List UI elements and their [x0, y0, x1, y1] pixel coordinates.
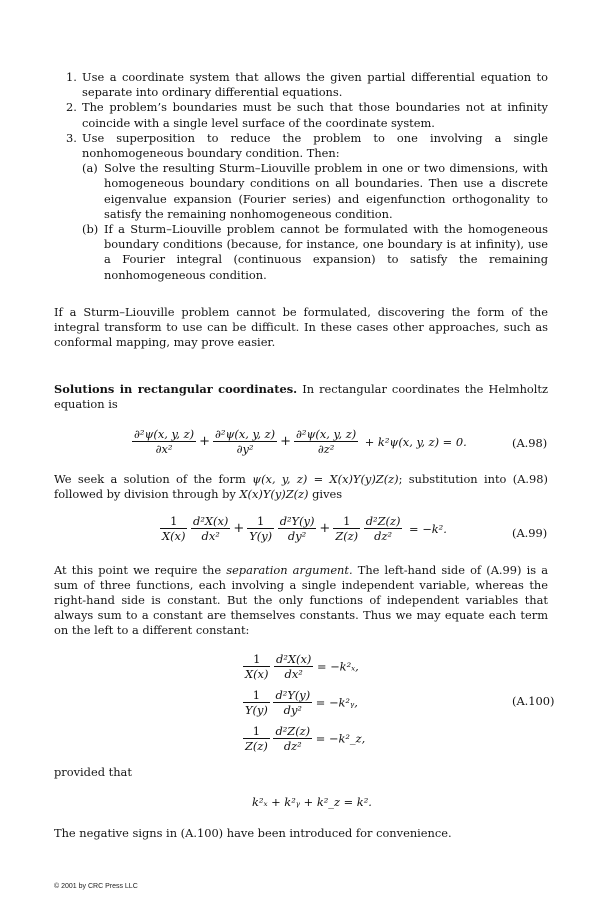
eq-term: d²Y(y): [275, 688, 311, 702]
eq-term: 1: [243, 724, 270, 739]
paragraph: [54, 563, 548, 638]
eq-row: [243, 724, 365, 760]
list-item: [66, 70, 548, 100]
eq-term: d²Z(z): [365, 514, 401, 528]
text-span: gives: [312, 487, 343, 501]
copyright-footer: © 2001 by CRC Press LLC: [54, 883, 138, 890]
list-number: 2.: [66, 100, 77, 115]
eq-term: Z(z): [245, 739, 268, 753]
inline-math: X(x)Y(y)Z(z): [239, 487, 309, 501]
equation-a99: $\frac{1}{X(x)}$ $\frac{\text{d²X(x)}}{\text{dx²}}$ + $\frac{1}{Y(y)}$ $\frac{\text{d²Y(y)}}{\text{dy²}}$ + $\frac{1}{Z(z)}$ $\frac{\text{d²Z(z)}}{\text{dz²}}$ = −k².: [162, 514, 447, 543]
equation-number: (A.99): [512, 526, 548, 540]
sub-list-item: [82, 161, 548, 222]
eq-term: 1: [243, 688, 270, 703]
list-item: [66, 131, 548, 283]
eq-term: dy²: [283, 703, 302, 717]
equation-a98: $\frac{\text{∂²ψ(x, y, z)}}{\text{∂x²}}$ + $\frac{\text{∂²ψ(x, y, z)}}{\text{∂y²}}$ + $\frac{\text{∂²ψ(x, y, z)}}{\text{∂z²}}$ + k²ψ(x, y, z) = 0.: [134, 427, 467, 456]
equation-a100: [243, 652, 365, 760]
paragraph: [54, 472, 548, 502]
eq-term: Z(z): [335, 529, 359, 543]
equation-number: (A.98): [512, 436, 548, 450]
sub-list-number: (a): [82, 161, 98, 176]
text-span: We seek a solution of the form: [54, 472, 246, 486]
list-number: 3.: [66, 130, 77, 145]
eq-term: 1: [160, 514, 187, 529]
eq-row: [243, 688, 365, 724]
paragraph: If a Sturm–Liouville problem cannot be formulated, discovering the form of the integral transform to use can be difficult. In these cases other approaches, such as conformal mapping, may prove easier.: [54, 305, 548, 349]
eq-term: dz²: [374, 529, 393, 543]
eq-term: ∂x²: [155, 442, 173, 456]
eq-term: = −k²_z,: [315, 731, 366, 746]
eq-term: d²Y(y): [279, 514, 315, 528]
eq-term: ∂y²: [236, 442, 254, 456]
sub-list-item-text: Solve the resulting Sturm–Liouville problem in one or two dimensions, with homogeneous boundary conditions on all boundaries. Then use a discrete eigenvalue expansion (Fourier series) and eigenfunction orthogonality to satisfy the remaining nonhomogeneous condition.: [104, 161, 548, 221]
eq-term: dx²: [201, 529, 220, 543]
eq-term: dx²: [284, 667, 303, 681]
eq-term: d²X(x): [276, 652, 312, 666]
list-item-text: The problem’s boundaries must be such that those boundaries not at infinity coincide with a single level surface of the coordinate system.: [82, 100, 548, 130]
eq-term: X(x): [162, 529, 186, 543]
sub-list-item: [82, 222, 548, 283]
eq-term: 1: [247, 514, 274, 529]
paragraph: The negative signs in (A.100) have been introduced for convenience.: [54, 826, 452, 840]
eq-term: = −k².: [409, 521, 447, 536]
inline-math: ψ(x, y, z) = X(x)Y(y)Z(z): [252, 472, 399, 486]
paragraph: provided that: [54, 765, 132, 779]
sub-list-number: (b): [82, 222, 99, 237]
eq-term: ∂z²: [317, 442, 335, 456]
sub-list-item-text: If a Sturm–Liouville problem cannot be formulated with the homogeneous boundary conditions (because, for instance, one boundary is at infinity), use a Fourier integral (continuous expansion) to satisfy the remaining nonhomogeneous condition.: [104, 222, 548, 282]
eq-term: ∂²ψ(x, y, z): [215, 427, 276, 441]
eq-row: [243, 652, 365, 688]
section-heading: Solutions in rectangular coordinates.: [54, 382, 298, 396]
list-item: [66, 100, 548, 130]
list-item-text: Use a coordinate system that allows the given partial differential equation to separate into ordinary differential equations.: [82, 70, 548, 100]
eq-term: ∂²ψ(x, y, z): [134, 427, 195, 441]
eq-term: d²Z(z): [275, 724, 311, 738]
eq-term: = −k²ₓ,: [316, 659, 359, 674]
list-item-text: Use superposition to reduce the problem to one involving a single nonhomogeneous boundary condition. Then:: [82, 130, 548, 161]
eq-term: 1: [333, 514, 360, 529]
text-span: ; substitution into (A.98) followed by division through by: [54, 472, 548, 501]
eq-term: X(x): [245, 667, 269, 681]
list-number: 1.: [66, 70, 77, 84]
text-span: At this point we require the: [54, 563, 222, 577]
eq-term: = −k²ᵧ,: [315, 695, 358, 710]
section-intro-text: In rectangular coordinates the Helmholtz equation is: [54, 382, 548, 411]
procedure-list: [66, 70, 548, 283]
text-span: The left-hand side of (A.99) is a sum of three functions, each involving a single independent variable, whereas the right-hand side is constant. But the only functions of independent variables that always sum to a constant are themselves constants. Thus we may equate each term on the left to a different constant:: [54, 563, 548, 637]
eq-term: dz²: [283, 739, 302, 753]
emphasis: separation argument.: [226, 563, 353, 577]
eq-term: dy²: [287, 529, 307, 543]
eq-term: + k²ψ(x, y, z) = 0.: [364, 434, 467, 449]
equation-number: (A.100): [512, 694, 555, 708]
eq-term: 1: [243, 652, 270, 667]
equation-sum: k²ₓ + k²ᵧ + k²_z = k².: [252, 795, 372, 809]
eq-term: Y(y): [249, 529, 273, 543]
eq-term: d²X(x): [193, 514, 229, 528]
eq-term: ∂²ψ(x, y, z): [296, 427, 357, 441]
section-intro: [54, 382, 548, 412]
eq-term: Y(y): [245, 703, 268, 717]
